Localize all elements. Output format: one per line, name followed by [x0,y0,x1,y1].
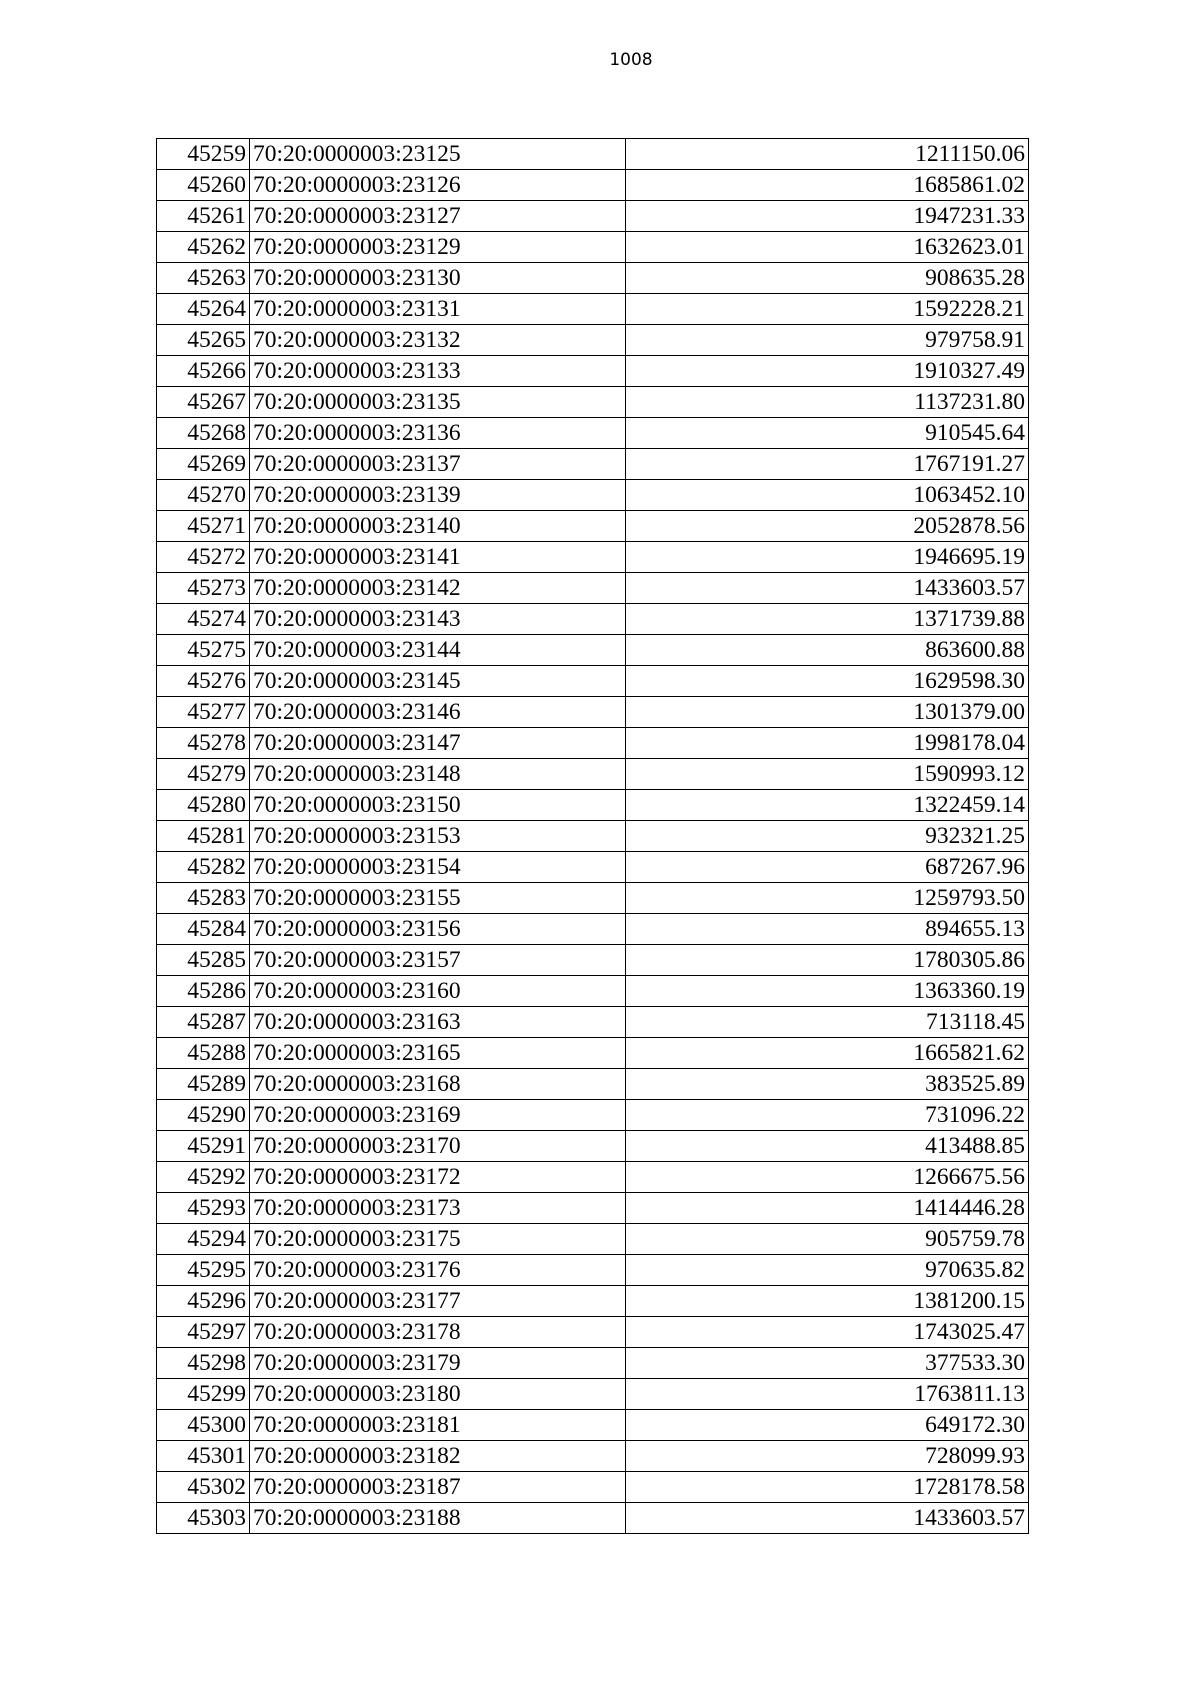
table-row [157,1131,1029,1162]
row-number-cell: 45266 [157,356,250,387]
value-cell: 1381200.15 [626,1286,1029,1317]
cadastral-number-cell: 70:20:0000003:23140 [250,511,626,542]
row-number-cell: 45260 [157,170,250,201]
cadastral-number-cell: 70:20:0000003:23165 [250,1038,626,1069]
table-row [157,1162,1029,1193]
row-number-cell: 45265 [157,325,250,356]
cadastral-number-cell: 70:20:0000003:23160 [250,976,626,1007]
value-cell: 970635.82 [626,1255,1029,1286]
cadastral-number-cell: 70:20:0000003:23127 [250,201,626,232]
table-row [157,263,1029,294]
row-number-cell: 45279 [157,759,250,790]
row-number-cell: 45287 [157,1007,250,1038]
row-number-cell: 45264 [157,294,250,325]
cadastral-number-cell: 70:20:0000003:23172 [250,1162,626,1193]
table-row [157,635,1029,666]
table-row [157,1286,1029,1317]
row-number-cell: 45296 [157,1286,250,1317]
cadastral-number-cell: 70:20:0000003:23175 [250,1224,626,1255]
table-row [157,790,1029,821]
cadastral-number-cell: 70:20:0000003:23132 [250,325,626,356]
table-row [157,821,1029,852]
row-number-cell: 45271 [157,511,250,542]
table-row [157,294,1029,325]
value-cell: 1685861.02 [626,170,1029,201]
row-number-cell: 45269 [157,449,250,480]
row-number-cell: 45261 [157,201,250,232]
cadastral-number-cell: 70:20:0000003:23131 [250,294,626,325]
row-number-cell: 45268 [157,418,250,449]
table-row [157,418,1029,449]
cadastral-number-cell: 70:20:0000003:23153 [250,821,626,852]
table-row [157,1379,1029,1410]
value-cell: 1301379.00 [626,697,1029,728]
table-row [157,697,1029,728]
table-row [157,1038,1029,1069]
value-cell: 1433603.57 [626,1503,1029,1534]
row-number-cell: 45300 [157,1410,250,1441]
row-number-cell: 45274 [157,604,250,635]
cadastral-number-cell: 70:20:0000003:23181 [250,1410,626,1441]
row-number-cell: 45283 [157,883,250,914]
table-row [157,852,1029,883]
cadastral-value-table [156,138,1029,1534]
row-number-cell: 45277 [157,697,250,728]
row-number-cell: 45273 [157,573,250,604]
table-row [157,1472,1029,1503]
value-cell: 932321.25 [626,821,1029,852]
row-number-cell: 45285 [157,945,250,976]
row-number-cell: 45298 [157,1348,250,1379]
cadastral-number-cell: 70:20:0000003:23147 [250,728,626,759]
cadastral-number-cell: 70:20:0000003:23168 [250,1069,626,1100]
value-cell: 687267.96 [626,852,1029,883]
value-cell: 1767191.27 [626,449,1029,480]
table-row [157,1317,1029,1348]
table-row [157,356,1029,387]
cadastral-number-cell: 70:20:0000003:23144 [250,635,626,666]
table-row [157,1503,1029,1534]
row-number-cell: 45286 [157,976,250,1007]
value-cell: 1665821.62 [626,1038,1029,1069]
table-row [157,976,1029,1007]
value-cell: 1763811.13 [626,1379,1029,1410]
cadastral-number-cell: 70:20:0000003:23125 [250,139,626,170]
value-cell: 1414446.28 [626,1193,1029,1224]
value-cell: 1743025.47 [626,1317,1029,1348]
value-cell: 863600.88 [626,635,1029,666]
cadastral-number-cell: 70:20:0000003:23137 [250,449,626,480]
row-number-cell: 45292 [157,1162,250,1193]
cadastral-number-cell: 70:20:0000003:23145 [250,666,626,697]
cadastral-number-cell: 70:20:0000003:23179 [250,1348,626,1379]
cadastral-number-cell: 70:20:0000003:23154 [250,852,626,883]
value-cell: 713118.45 [626,1007,1029,1038]
cadastral-number-cell: 70:20:0000003:23155 [250,883,626,914]
row-number-cell: 45281 [157,821,250,852]
cadastral-number-cell: 70:20:0000003:23180 [250,1379,626,1410]
value-cell: 1433603.57 [626,573,1029,604]
table-row [157,1100,1029,1131]
cadastral-number-cell: 70:20:0000003:23177 [250,1286,626,1317]
value-cell: 1590993.12 [626,759,1029,790]
value-cell: 383525.89 [626,1069,1029,1100]
value-cell: 908635.28 [626,263,1029,294]
value-cell: 1137231.80 [626,387,1029,418]
row-number-cell: 45272 [157,542,250,573]
value-cell: 910545.64 [626,418,1029,449]
cadastral-number-cell: 70:20:0000003:23146 [250,697,626,728]
row-number-cell: 45301 [157,1441,250,1472]
table-row [157,883,1029,914]
cadastral-number-cell: 70:20:0000003:23170 [250,1131,626,1162]
table-row [157,480,1029,511]
value-cell: 1910327.49 [626,356,1029,387]
row-number-cell: 45297 [157,1317,250,1348]
cadastral-number-cell: 70:20:0000003:23129 [250,232,626,263]
row-number-cell: 45288 [157,1038,250,1069]
cadastral-number-cell: 70:20:0000003:23188 [250,1503,626,1534]
table-row [157,387,1029,418]
row-number-cell: 45295 [157,1255,250,1286]
cadastral-number-cell: 70:20:0000003:23136 [250,418,626,449]
cadastral-number-cell: 70:20:0000003:23150 [250,790,626,821]
cadastral-number-cell: 70:20:0000003:23156 [250,914,626,945]
value-cell: 2052878.56 [626,511,1029,542]
value-cell: 1211150.06 [626,139,1029,170]
page-number: 1008 [609,50,653,70]
value-cell: 1363360.19 [626,976,1029,1007]
table-row [157,325,1029,356]
row-number-cell: 45289 [157,1069,250,1100]
table-row [157,573,1029,604]
table-row [157,139,1029,170]
cadastral-number-cell: 70:20:0000003:23157 [250,945,626,976]
row-number-cell: 45290 [157,1100,250,1131]
table-row [157,1007,1029,1038]
cadastral-number-cell: 70:20:0000003:23178 [250,1317,626,1348]
cadastral-number-cell: 70:20:0000003:23173 [250,1193,626,1224]
cadastral-number-cell: 70:20:0000003:23143 [250,604,626,635]
value-cell: 1266675.56 [626,1162,1029,1193]
value-cell: 1322459.14 [626,790,1029,821]
table-row [157,449,1029,480]
table-row [157,759,1029,790]
table-body [157,139,1029,1534]
value-cell: 979758.91 [626,325,1029,356]
cadastral-number-cell: 70:20:0000003:23169 [250,1100,626,1131]
cadastral-number-cell: 70:20:0000003:23148 [250,759,626,790]
table-row [157,201,1029,232]
value-cell: 649172.30 [626,1410,1029,1441]
value-cell: 1998178.04 [626,728,1029,759]
row-number-cell: 45267 [157,387,250,418]
row-number-cell: 45293 [157,1193,250,1224]
row-number-cell: 45282 [157,852,250,883]
table-row [157,1224,1029,1255]
row-number-cell: 45270 [157,480,250,511]
value-cell: 1592228.21 [626,294,1029,325]
value-cell: 1780305.86 [626,945,1029,976]
cadastral-number-cell: 70:20:0000003:23187 [250,1472,626,1503]
row-number-cell: 45299 [157,1379,250,1410]
table-row [157,511,1029,542]
table-row [157,666,1029,697]
table-row [157,1348,1029,1379]
value-cell: 1947231.33 [626,201,1029,232]
cadastral-number-cell: 70:20:0000003:23163 [250,1007,626,1038]
value-cell: 1063452.10 [626,480,1029,511]
cadastral-number-cell: 70:20:0000003:23182 [250,1441,626,1472]
row-number-cell: 45262 [157,232,250,263]
table-row [157,1255,1029,1286]
table-row [157,232,1029,263]
row-number-cell: 45263 [157,263,250,294]
row-number-cell: 45291 [157,1131,250,1162]
table-row [157,542,1029,573]
value-cell: 1259793.50 [626,883,1029,914]
row-number-cell: 45303 [157,1503,250,1534]
value-cell: 731096.22 [626,1100,1029,1131]
cadastral-number-cell: 70:20:0000003:23126 [250,170,626,201]
table-row [157,914,1029,945]
value-cell: 1371739.88 [626,604,1029,635]
row-number-cell: 45259 [157,139,250,170]
value-cell: 905759.78 [626,1224,1029,1255]
cadastral-number-cell: 70:20:0000003:23176 [250,1255,626,1286]
value-cell: 1632623.01 [626,232,1029,263]
table-row [157,945,1029,976]
value-cell: 894655.13 [626,914,1029,945]
value-cell: 1629598.30 [626,666,1029,697]
row-number-cell: 45276 [157,666,250,697]
row-number-cell: 45302 [157,1472,250,1503]
cadastral-number-cell: 70:20:0000003:23141 [250,542,626,573]
table-row [157,1193,1029,1224]
row-number-cell: 45284 [157,914,250,945]
table-row [157,1410,1029,1441]
cadastral-number-cell: 70:20:0000003:23142 [250,573,626,604]
row-number-cell: 45275 [157,635,250,666]
row-number-cell: 45294 [157,1224,250,1255]
value-cell: 377533.30 [626,1348,1029,1379]
cadastral-number-cell: 70:20:0000003:23133 [250,356,626,387]
row-number-cell: 45278 [157,728,250,759]
table-row [157,604,1029,635]
value-cell: 728099.93 [626,1441,1029,1472]
value-cell: 1728178.58 [626,1472,1029,1503]
cadastral-number-cell: 70:20:0000003:23130 [250,263,626,294]
row-number-cell: 45280 [157,790,250,821]
table-row [157,728,1029,759]
table-row [157,1441,1029,1472]
table-row [157,170,1029,201]
cadastral-number-cell: 70:20:0000003:23135 [250,387,626,418]
value-cell: 413488.85 [626,1131,1029,1162]
cadastral-number-cell: 70:20:0000003:23139 [250,480,626,511]
value-cell: 1946695.19 [626,542,1029,573]
table-row [157,1069,1029,1100]
